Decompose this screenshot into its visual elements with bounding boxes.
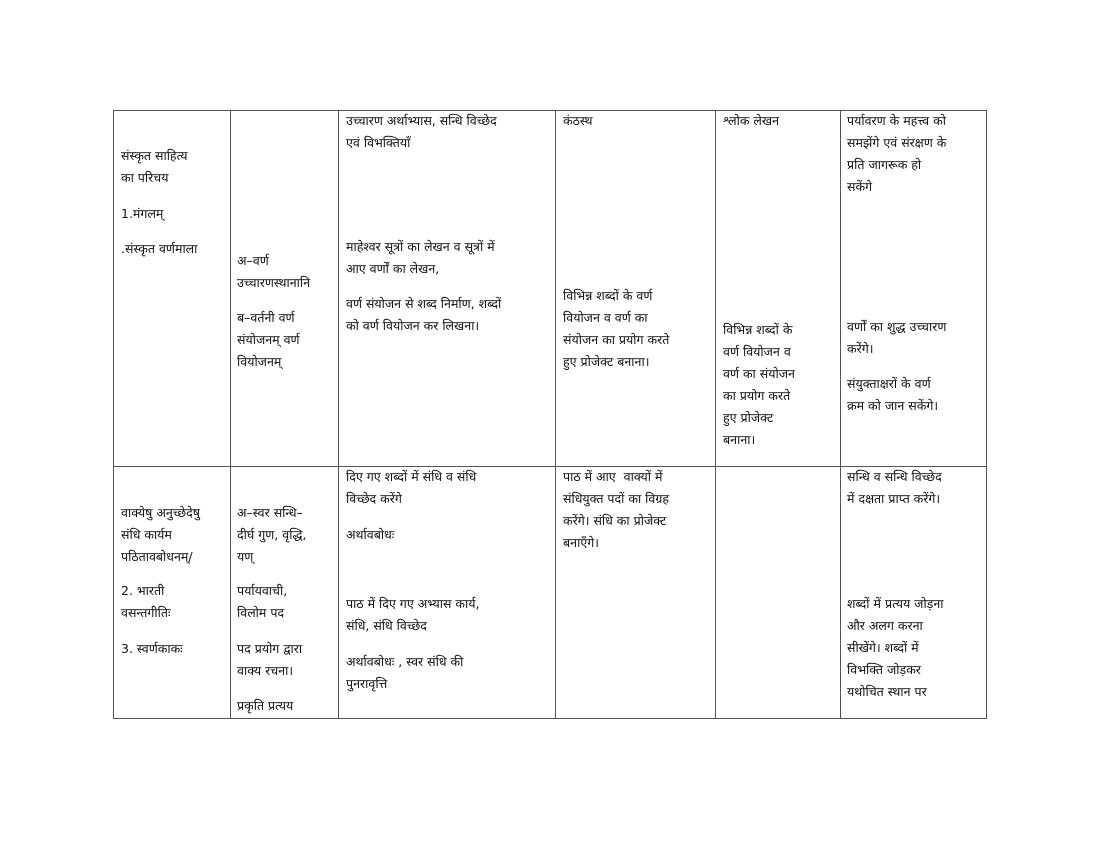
cell-text: दिए गए शब्दों में संधि व संधि विच्छेद करेंगे [346,469,477,506]
row1-col5-cell [715,110,840,466]
table-border-bottom [113,718,987,719]
cell-text: ब–वर्तनी वर्ण संयोजनम् वर्ण वियोजनम् [237,310,300,369]
cell-text: श्लोक लेखन [723,113,780,128]
cell-text: पर्यावरण के महत्त्व को समझेंगे एवं संरक्षण के प्रति जागरूक हो सकेंगे [847,113,947,194]
cell-text: .संस्कृत वर्णमाला [121,241,198,256]
cell-text: 3. स्वर्णकाकः [121,641,183,656]
cell-text: पर्यायवाची, विलोम पद [237,583,288,620]
cell-text: विभिन्न शब्दों के वर्ण वियोजन व वर्ण का संयोजन का प्रयोग करते हुए प्रोजेक्ट बनाना। [563,288,670,369]
cell-text: 1.मंगलम् [121,206,164,221]
row1-col3-cell [338,110,555,466]
cell-text: प्रकृति प्रत्यय [237,698,294,713]
row1-col6-cell [840,110,986,466]
cell-text: शब्दों में प्रत्यय जोड़ना और अलग करना सीखेंगे। शब्दों में विभक्ति जोड़कर यथोचित स्थान पर [847,596,944,699]
cell-text: विभिन्न शब्दों के वर्ण वियोजन व वर्ण का संयोजन का प्रयोग करते हुए प्रोजेक्ट बनाना। [723,322,795,447]
cell-text: पाठ में आए वाक्यों में संधियुक्त पदों का विग्रह करेंगे। संधि का प्रोजेक्ट बनाएँगे। [563,469,670,550]
row1-col2-cell [230,110,338,466]
cell-text: संयुक्ताक्षरों के वर्ण क्रम को जान सकेंगे। [847,376,939,413]
row1-col1-cell [113,110,230,466]
row2-col6-cell [840,466,986,718]
row2-col4-cell [555,466,715,718]
cell-text: संस्कृत साहित्य का परिचय [121,148,188,185]
cell-text: वाक्येषु अनुच्छेदेषु संधि कार्यम पठितावबोधनम्/ [121,505,201,564]
row2-col5-cell [715,466,840,718]
cell-text: उच्चारण अर्थाभ्यास, सन्धि विच्छेद एवं विभक्तियाँ [346,113,497,150]
row1-col4-cell [555,110,715,466]
cell-text: अर्थावबोधः [346,527,395,542]
cell-text: अ–वर्ण उच्चारणस्थानानि [237,253,311,290]
row2-col2-cell [230,466,338,718]
cell-text: कंठस्थ [563,113,593,128]
cell-text: अ–स्वर सन्धि– दीर्घ गुण, वृद्धि, यण् [237,505,307,564]
cell-text: माहेश्वर सूत्रों का लेखन व सूत्रों में आए वर्णों का लेखन, [346,239,495,276]
cell-text: अर्थावबोधः , स्वर संधि की पुनरावृत्ति [346,654,464,691]
cell-text: पद प्रयोग द्वारा वाक्य रचना। [237,641,303,678]
cell-text: 2. भारती वसन्तगीतिः [121,583,171,620]
cell-text: सन्धि व सन्धि विच्छेद में दक्षता प्राप्त करेंगे। [847,469,942,506]
row2-col3-cell [338,466,555,718]
cell-text: वर्णों का शुद्ध उच्चारण करेंगे। [847,319,947,356]
cell-text: पाठ में दिए गए अभ्यास कार्य, संधि, संधि विच्छेद [346,596,480,633]
row2-col1-cell [113,466,230,718]
cell-text: वर्ण संयोजन से शब्द निर्माण, शब्दों को वर्ण वियोजन कर लिखना। [346,296,502,333]
